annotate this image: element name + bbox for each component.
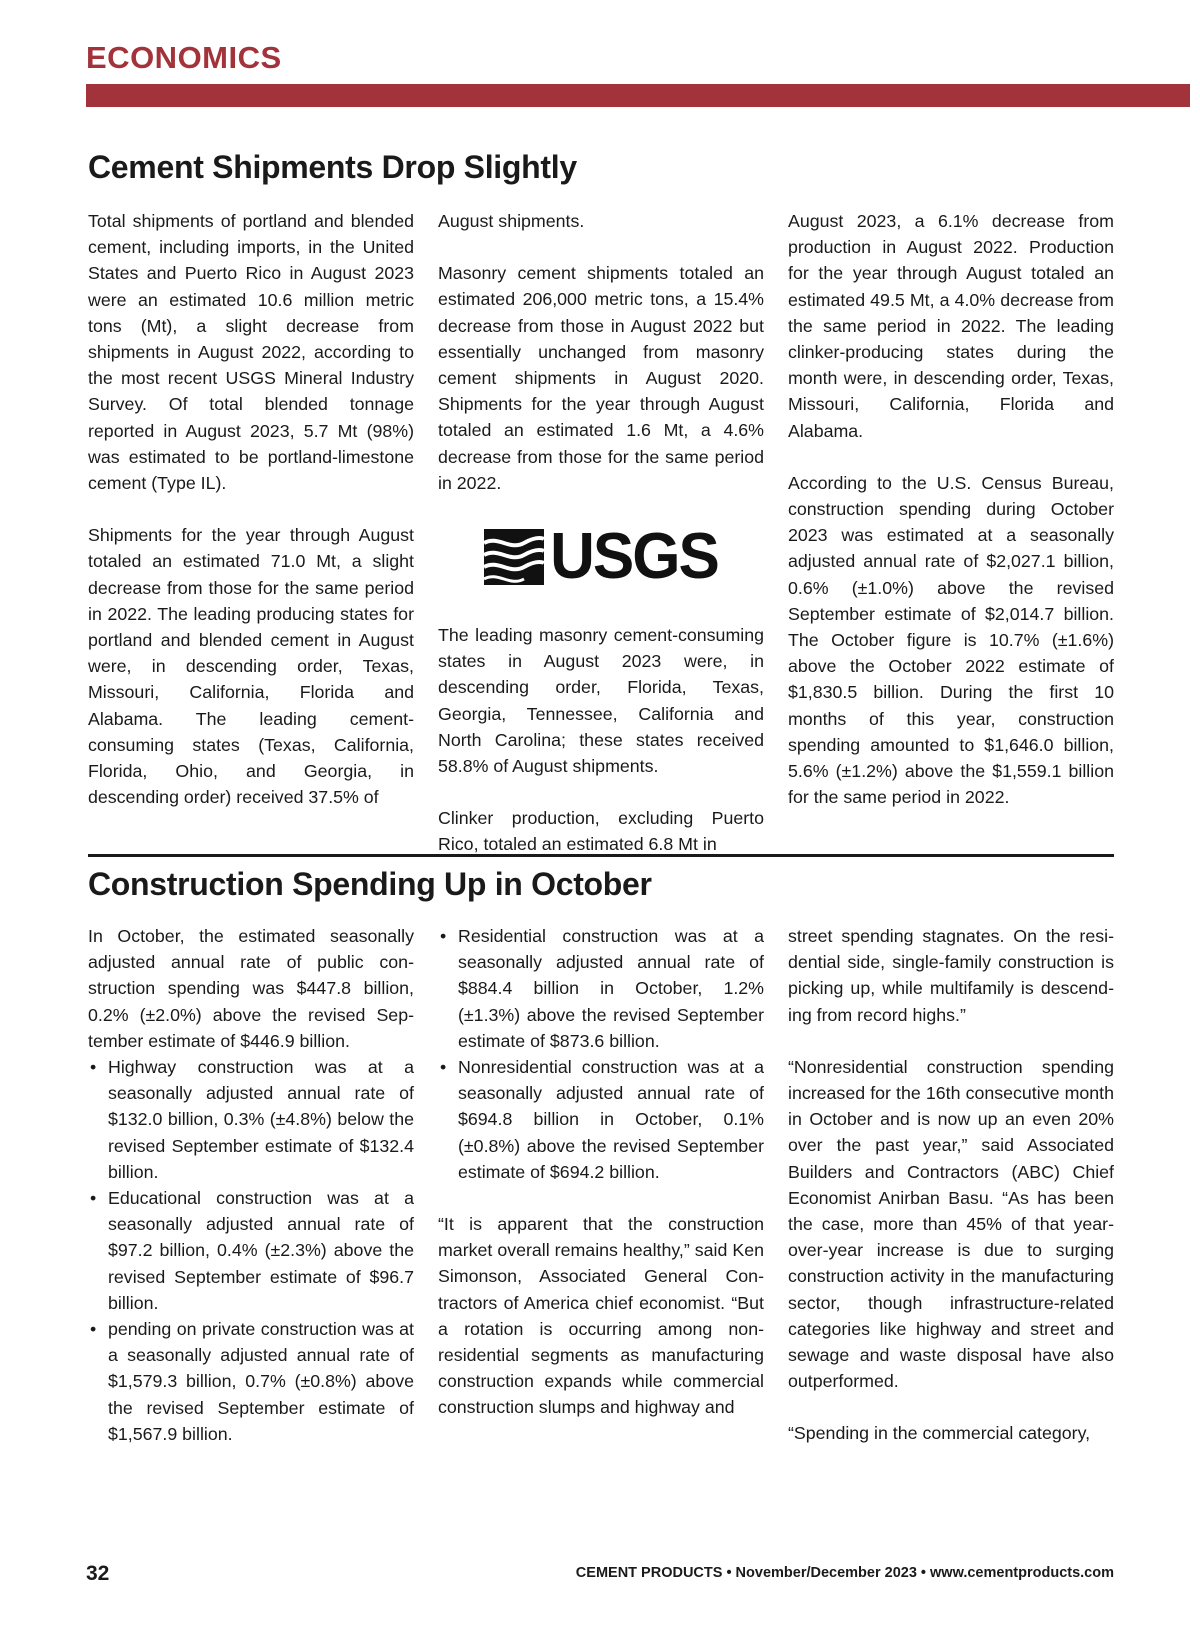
article-title-cement-shipments: Cement Shipments Drop Slightly	[88, 149, 577, 185]
paragraph: Masonry cement shipments totaled an estimated 206,000 metric tons, a 15.4% decrease from those in August 2022 but essentially unchanged from masonry cement shipments in August 2020. Shipments for the year through August totaled an estimated 1.6 Mt, a 4.6% decrease from those for the same period in 2022.	[438, 263, 764, 493]
list-item: • Highway construction was at a seasonally adjusted annual rate of $132.0 billion, 0.3% (±4.8%) below the revised September estimate of $132.4 billion.	[88, 1054, 414, 1185]
paragraph: In October, the estimated seasonally adjusted annual rate of public construction spending was $447.8 billion, 0.2% (±2.0%) above the revised September estimate of $446.9 billion.	[88, 926, 414, 1051]
article1-column-3	[788, 208, 1114, 810]
list-item: • Educational construction was at a seasonally adjusted annual rate of $97.2 billion, 0.4% (±2.3%) above the revised September estimate of $96.7 billion.	[88, 1185, 414, 1316]
paragraph: The leading masonry cement-consuming states in August 2023 were, in descending order, Florida, Texas, Georgia, Tennessee, California and North Carolina; these states received 58.8% of August shipments.	[438, 625, 764, 777]
paragraph: street spending stagnates. On the residential side, single-family construction is picking up, while multifamily is descending from record highs.”	[788, 926, 1114, 1025]
paragraph: According to the U.S. Census Bureau, construction spending during October 2023 was estimated at a seasonally adjusted annual rate of $2,027.1 billion, 0.6% (±1.0%) above the revised September estimate of $2,014.7 billion. The October figure is 10.7% (±1.6%) above the October 2022 estimate of $1,830.5 billion. During the first 10 months of this year, construction spending amounted to $1,646.0 billion, 5.6% (±1.2%) above the $1,559.1 billion for the same period in 2022.	[788, 472, 1114, 808]
article2-column-2	[438, 923, 764, 1421]
paragraph: “Nonresidential construction spending increased for the 16th consecutive month in October and is now up an even 20% over the past year,” said Associated Builders and Contractors (ABC) Chief Economist Anirban Basu. “As has been the case, more than 45% of that year-over-year increase is due to surging construction activity in the manufacturing sector, though infrastructure-related categories like highway and street and sewage and waste disposal have also outperformed.	[788, 1056, 1114, 1392]
usgs-logo	[438, 522, 764, 592]
list-item: • Nonresidential construction was at a seasonally adjusted annual rate of $694.8 billion in October, 0.1% (±0.8%) above the revised September estimate of $694.2 billion.	[438, 1054, 764, 1185]
usgs-wave-icon	[484, 529, 544, 585]
paragraph: Total shipments of portland and blended cement, including imports, in the United States and Puerto Rico in August 2023 were an estimated 10.6 million metric tons (Mt), a slight decrease from shipments in August 2022, according to the most recent USGS Mineral Industry Survey. Of total blended tonnage reported in August 2023, 5.7 Mt (98%) was estimated to be portland-limestone cement (Type IL).	[88, 211, 414, 494]
article1-column-2	[438, 208, 764, 858]
paragraph: Clinker production, excluding Puerto Rico, totaled an estimated 6.8 Mt in	[438, 808, 764, 855]
bullet-list	[438, 923, 764, 1185]
article2-column-3	[788, 923, 1114, 1447]
section-label: ECONOMICS	[86, 40, 282, 75]
article-title-construction-spending: Construction Spending Up in October	[88, 866, 652, 902]
paragraph: August 2023, a 6.1% decrease from production in August 2022. Production for the year through August totaled an estimated 49.5 Mt, a 4.0% decrease from the same period in 2022. The leading clinker-producing states during the month were, in descending order, Texas, Missouri, California, Florida and Alabama.	[788, 211, 1114, 441]
list-item: • Residential construction was at a seasonally adjusted annual rate of $884.4 billion in October, 1.2% (±1.3%) above the revised September estimate of $873.6 billion.	[438, 923, 764, 1054]
article2-column-1	[88, 923, 414, 1447]
article1-column-1	[88, 208, 414, 810]
bullet-list	[88, 1054, 414, 1447]
list-item: • pending on private construction was at a seasonally adjusted annual rate of $1,579.3 billion, 0.7% (±0.8%) above the revised September estimate of $1,567.9 billion.	[88, 1316, 414, 1447]
footer-credit: CEMENT PRODUCTS • November/December 2023 • www.cementproducts.com	[575, 1565, 1114, 1581]
article-divider	[88, 854, 1114, 857]
page-number: 32	[86, 1562, 110, 1585]
paragraph: “Spending in the commercial category,	[788, 1423, 1091, 1444]
paragraph: August shipments.	[438, 211, 585, 231]
paragraph: Shipments for the year through August totaled an estimated 71.0 Mt, a slight decrease from those for the same period in 2022. The leading producing states for portland and blended cement in August were, in descending order, Texas, Missouri, California, Florida and Alabama. The leading cement-consuming states (Texas, California, Florida, Ohio, and Georgia, in descending order) received 37.5% of	[88, 525, 414, 808]
section-rule	[86, 84, 1190, 107]
paragraph: “It is apparent that the construction market overall remains healthy,” said Ken Simonson, Associated General Contractors of America chief economist. “But a rotation is occurring among nonresidential segments as manufacturing construction expands while commercial construction slumps and highway and	[438, 1214, 764, 1418]
usgs-logo-text: USGS	[550, 520, 718, 593]
